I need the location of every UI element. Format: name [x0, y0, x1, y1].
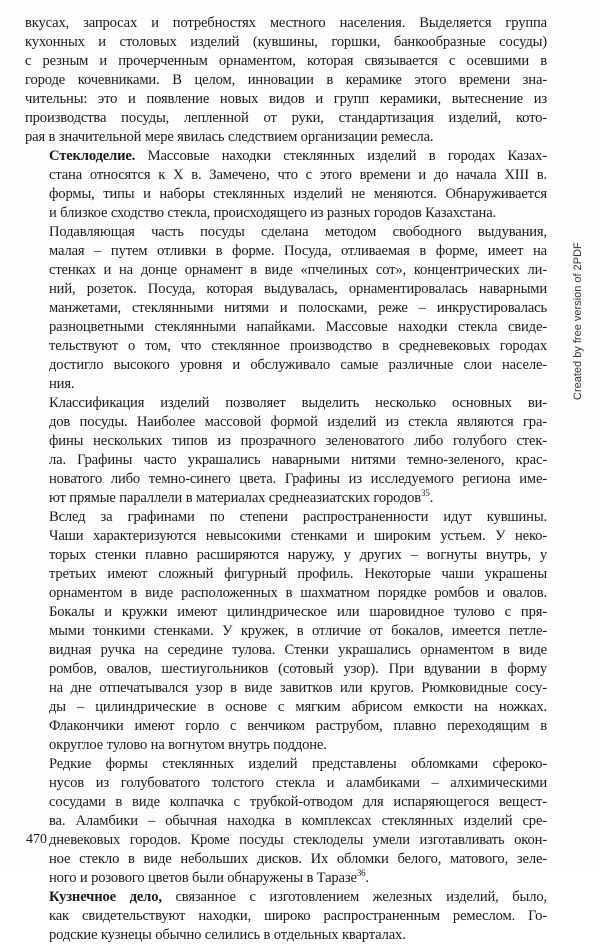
text-line: достигло высокого уровня и обслуживало самые различные слои населе-	[49, 357, 547, 373]
text-line: ного и розового цветов были обнаружены в Таразе$^{36}$.	[49, 868, 370, 886]
paragraph	[25, 223, 547, 394]
text-line: фины нескольких типов из прозрачного зеленоватого либо голубого стек-	[49, 433, 547, 449]
text-line: разноцветными стеклянными напайками. Массовые находки стекла свиде-	[49, 319, 547, 335]
paragraph	[25, 14, 547, 147]
section-heading: Стеклоделие.	[49, 148, 136, 164]
text-line: ва. Аламбики – обычная находка в комплексах стеклянных изделий сре-	[49, 813, 547, 829]
text-line: ды – цилиндрические в основе с мягким абрисом емкости на ножках.	[49, 699, 547, 715]
text-line: Бокалы и кружки имеют цилиндрическое или шаровидное тулово с пря-	[49, 604, 547, 620]
text-line: ний, розеток. Посуда, которая выдувалась, орнаментировалась наварными	[49, 281, 547, 297]
text-line: мыми тонкими стенками. У кружек, в отличие от бокалов, имеется петле-	[49, 623, 547, 639]
text-line: ное стекло в виде небольших дисков. Их обломки белого, матового, зеле-	[49, 851, 547, 867]
text-line: Редкие формы стеклянных изделий представлены обломками сфероко-	[49, 756, 547, 772]
text-line: Чаши характеризуются невысокими стенками и широким устьем. У неко-	[49, 528, 547, 544]
text-line: орнаментом в виде расположенных в шахматном порядке ромбов и овалов.	[49, 585, 547, 601]
text-line: стана относятся к X в. Замечено, что с этого времени и до начала XIII в.	[49, 167, 547, 183]
text-line: на дне отпечатывался узор в виде завитков или кругов. Рюмковидные сосу-	[49, 680, 547, 696]
paragraph	[25, 755, 547, 888]
text-line: новатого либо темно-синего цвета. Графины из исследуемого региона име-	[49, 471, 547, 487]
text-line: кухонных и столовых изделий (кувшины, горшки, банкообразные сосуды)	[25, 34, 547, 50]
text-line: манжетами, стеклянными нитями и полосками, реже – инкрустировалась	[49, 300, 547, 316]
footnote-ref: 35	[421, 488, 430, 499]
text-line: как свидетельствуют находки, широко распространенным ремеслом. Го-	[49, 908, 547, 924]
text-line: рая в значительной мере явилась следствием организации ремесла.	[25, 129, 434, 145]
paragraph	[25, 394, 547, 508]
text-line: нусов из голубоватого толстого стекла и аламбиками – алхимическими	[49, 775, 547, 791]
text-line: ют прямые параллели в материалах среднеазиатских городов$^{35}$.	[49, 488, 434, 506]
text-line: третьих имеют сложный фигурный профиль. Некоторые чаши украшены	[49, 566, 547, 582]
text-line: торых стенки плавно расширяются наружу, у других – вогнуты внутрь, у	[49, 547, 547, 563]
text-line: производства посуды, лепленной от руки, стандартизация изделий, кото-	[25, 110, 547, 126]
text-line: дневековых городов. Кроме посуды стеклоделы умели изготавливать окон-	[49, 832, 547, 848]
text-line: стенках и на донце орнамент в виде «пчелиных сот», концентрических ли-	[49, 262, 547, 278]
text-line: вкусах, запросах и потребностях местного населения. Выделяется группа	[25, 15, 547, 31]
text-line: Кузнечное дело, связанное с изготовлением железных изделий, было,	[49, 889, 547, 905]
text-line: чительны: это и появление новых видов и групп керамики, вытеснение из	[25, 91, 547, 107]
text-line: ния.	[49, 376, 75, 392]
watermark	[572, 170, 588, 400]
text-line: Подавляющая часть посуды сделана методом свободного выдувания,	[49, 224, 547, 240]
text-line: дов посуды. Наиболее массовой формой изделий из стекла являются гра-	[49, 414, 547, 430]
text-line: Классификация изделий позволяет выделить несколько основных ви-	[49, 395, 547, 411]
text-line: Стеклоделие. Массовые находки стеклянных изделий в городах Казах-	[49, 148, 547, 164]
text-line: Флакончики имеют горло с венчиком раструбом, плавно переходящим в	[49, 718, 547, 734]
text-line: городе кочевниками. В целом, инновации в керамике этого времени зна-	[25, 72, 547, 88]
text-line: малая – путем отливки в форме. Посуда, отливаемая в форме, имеет на	[49, 243, 547, 259]
body-text	[25, 14, 547, 945]
text-line: ромбов, овалов, шестиугольников (сотовый узор). При вдувании в форму	[49, 661, 547, 677]
text-line: сосудами в виде колпачка с трубкой-отводом для испаряющегося вещест-	[49, 794, 547, 810]
section-heading: Кузнечное дело,	[49, 889, 162, 905]
watermark-text: Created by free version of 2PDF	[572, 242, 584, 400]
text-line: с резным и прочерченным орнаментом, которая связывается с осевшими в	[25, 53, 547, 69]
paragraph	[25, 508, 547, 755]
footnote-ref: 36	[356, 868, 366, 879]
text-line: округлое тулово на вогнутом внутрь поддоне.	[49, 737, 327, 753]
paragraph	[25, 888, 547, 945]
text-line: формы, типы и наборы стеклянных изделий не меняются. Обнаруживается	[49, 186, 547, 202]
text-line: видная ручка на середине тулова. Стенки украшались орнаментом в виде	[49, 642, 547, 658]
text-line: тельствуют о том, что стеклянное производство в средневековых городах	[49, 338, 547, 354]
page-number: 470	[26, 832, 47, 847]
paragraph	[25, 147, 547, 223]
text-line: ла. Графины часто украшались наварными нитями темно-зеленого, крас-	[49, 452, 547, 468]
text-line: Вслед за графинами по степени распространенности идут кувшины.	[49, 509, 547, 525]
text-line: родские кузнецы обычно селились в отдельных кварталах.	[49, 927, 406, 943]
text-line: и близкое сходство стекла, происходящего из разных городов Казахстана.	[49, 205, 497, 221]
